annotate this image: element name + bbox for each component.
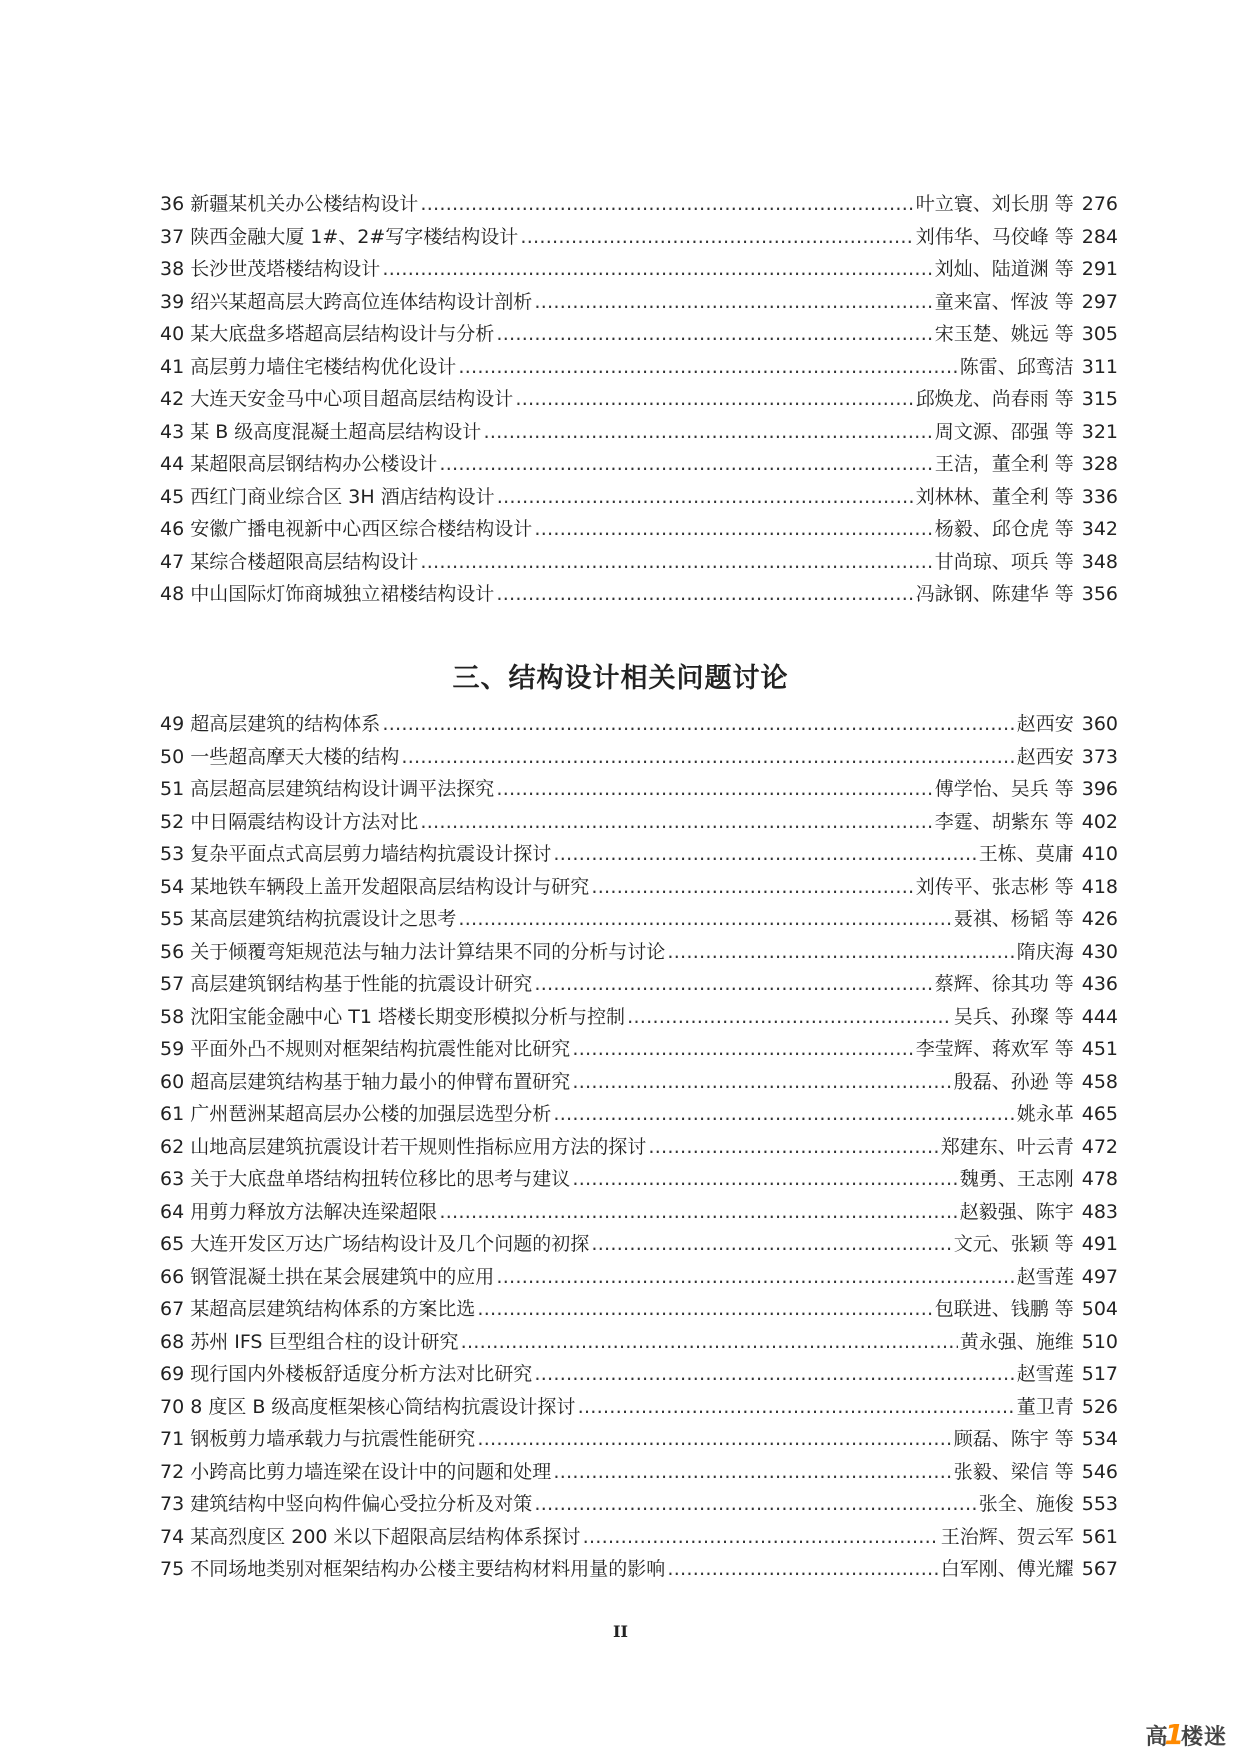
entry-leader-dots <box>627 1001 952 1034</box>
entry-number: 72 <box>160 1460 185 1483</box>
entry-number: 74 <box>160 1525 185 1548</box>
entry-title: 不同场地类别对框架结构办公楼主要结构材料用量的影响 <box>190 1558 666 1580</box>
entry-page: 491 <box>1081 1233 1118 1255</box>
entry-author: 文元、张颖 等 <box>953 1233 1074 1255</box>
toc-entry <box>160 1228 1118 1261</box>
entry-leader-dots <box>553 1098 1015 1131</box>
entry-page: 276 <box>1081 193 1118 215</box>
entry-page: 430 <box>1081 940 1118 963</box>
entry-leader-dots <box>577 1391 1014 1424</box>
entry-author: 刘林林、董全利 等 <box>915 485 1074 508</box>
toc-entry <box>160 1001 1118 1034</box>
entry-page: 336 <box>1081 485 1118 508</box>
entry-page: 342 <box>1081 518 1118 540</box>
entry-number: 41 <box>160 355 185 378</box>
entry-title: 长沙世茂塔楼结构设计 <box>190 258 381 280</box>
entry-title: 建筑结构中竖向构件偏心受拉分析及对策 <box>190 1493 533 1515</box>
entry-leader-dots <box>496 318 932 351</box>
watermark-prefix: 高 <box>1145 1725 1169 1750</box>
entry-leader-dots <box>420 188 913 221</box>
entry-author: 周文源、邵强 等 <box>934 420 1074 443</box>
entry-title: 超高层建筑的结构体系 <box>190 713 381 735</box>
entry-number: 69 <box>160 1363 185 1385</box>
entry-number: 61 <box>160 1103 185 1125</box>
entry-author: 白军刚、傅光耀 <box>940 1558 1074 1580</box>
toc-entry <box>160 513 1118 546</box>
entry-number: 62 <box>160 1135 185 1158</box>
entry-page: 510 <box>1081 1330 1118 1353</box>
entry-author: 顾磊、陈宇 等 <box>953 1428 1074 1450</box>
toc-section-two <box>160 188 1118 611</box>
entry-author: 甘尚琼、项兵 等 <box>934 550 1074 573</box>
entry-author: 魏勇、王志刚 <box>959 1168 1074 1190</box>
entry-leader-dots <box>477 1293 932 1326</box>
entry-page: 504 <box>1081 1298 1118 1320</box>
entry-author: 姚永革 <box>1016 1103 1074 1125</box>
toc-entry <box>160 481 1118 514</box>
entry-page: 321 <box>1081 420 1118 443</box>
entry-number: 39 <box>160 290 185 313</box>
entry-author: 蔡辉、徐其功 等 <box>934 973 1074 995</box>
entry-author: 隋庆海 <box>1016 940 1074 963</box>
entry-page: 497 <box>1081 1265 1118 1288</box>
entry-title: 复杂平面点式高层剪力墙结构抗震设计探讨 <box>190 843 552 865</box>
entry-page: 436 <box>1081 973 1118 995</box>
entry-title: 超高层建筑结构基于轴力最小的伸臂布置研究 <box>190 1070 571 1093</box>
entry-leader-dots <box>515 383 913 416</box>
toc-entry <box>160 806 1118 839</box>
entry-page: 534 <box>1081 1428 1118 1450</box>
entry-author: 聂祺、杨韬 等 <box>953 908 1074 930</box>
toc-entry <box>160 936 1118 969</box>
entry-page: 567 <box>1081 1558 1118 1580</box>
entry-page: 402 <box>1081 810 1118 833</box>
entry-title: 某 B 级高度混凝土超高层结构设计 <box>190 420 482 443</box>
entry-author: 刘灿、陆道渊 等 <box>934 258 1074 280</box>
toc-entry <box>160 253 1118 286</box>
toc-entry <box>160 1488 1118 1521</box>
page-number: II <box>613 1622 628 1641</box>
entry-number: 38 <box>160 258 185 280</box>
entry-number: 73 <box>160 1493 185 1515</box>
entry-title: 大连天安金马中心项目超高层结构设计 <box>190 388 514 410</box>
toc-entry <box>160 221 1118 254</box>
entry-author: 王洁，董全利 等 <box>934 453 1074 475</box>
entry-author: 殷磊、孙逊 等 <box>953 1070 1074 1093</box>
entry-page: 396 <box>1081 778 1118 800</box>
entry-title: 某高烈度区 200 米以下超限高层结构体系探讨 <box>190 1525 581 1548</box>
entry-page: 328 <box>1081 453 1118 475</box>
toc-entry <box>160 838 1118 871</box>
entry-leader-dots <box>572 1066 951 1099</box>
entry-author: 杨毅、邱仓虎 等 <box>934 518 1074 540</box>
entry-title: 关于倾覆弯矩规范法与轴力法计算结果不同的分析与讨论 <box>190 940 666 963</box>
toc-entry <box>160 741 1118 774</box>
entry-author: 黄永强、施维 <box>959 1330 1074 1353</box>
watermark-one: 1 <box>1164 1718 1185 1751</box>
entry-title: 广州琶洲某超高层办公楼的加强层选型分析 <box>190 1103 552 1125</box>
entry-leader-dots <box>496 578 913 611</box>
entry-number: 57 <box>160 973 185 995</box>
entry-leader-dots <box>534 286 932 319</box>
toc-entry <box>160 1456 1118 1489</box>
entry-author: 刘传平、张志彬 等 <box>915 875 1074 898</box>
toc-entry <box>160 1163 1118 1196</box>
entry-author: 赵毅强、陈宇 <box>959 1200 1074 1223</box>
entry-title: 某超限高层钢结构办公楼设计 <box>190 453 438 475</box>
entry-leader-dots <box>458 351 958 384</box>
toc-entry <box>160 546 1118 579</box>
toc-entry <box>160 903 1118 936</box>
toc-section-three <box>160 708 1118 1586</box>
entry-author: 张全、施俊 <box>978 1493 1074 1515</box>
entry-number: 51 <box>160 778 185 800</box>
entry-title: 中山国际灯饰商城独立裙楼结构设计 <box>190 583 495 605</box>
entry-page: 356 <box>1081 583 1118 605</box>
entry-leader-dots <box>572 1033 913 1066</box>
entry-leader-dots <box>667 1553 939 1586</box>
entry-title: 某综合楼超限高层结构设计 <box>190 550 419 573</box>
entry-author: 赵西安 <box>1016 713 1074 735</box>
entry-number: 68 <box>160 1330 185 1353</box>
entry-author: 赵雪莲 <box>1016 1363 1074 1385</box>
entry-leader-dots <box>420 806 932 839</box>
entry-leader-dots <box>572 1163 958 1196</box>
entry-number: 67 <box>160 1298 185 1320</box>
entry-leader-dots <box>553 1456 951 1489</box>
entry-number: 75 <box>160 1558 185 1580</box>
entry-number: 40 <box>160 323 185 345</box>
toc-entry <box>160 1358 1118 1391</box>
entry-leader-dots <box>382 253 932 286</box>
toc-entry <box>160 1391 1118 1424</box>
toc-entry <box>160 1553 1118 1586</box>
entry-page: 478 <box>1081 1168 1118 1190</box>
entry-leader-dots <box>591 871 913 904</box>
entry-title: 钢管混凝土拱在某会展建筑中的应用 <box>190 1265 495 1288</box>
toc-entry <box>160 1131 1118 1164</box>
entry-title: 高层超高层建筑结构设计调平法探究 <box>190 778 495 800</box>
watermark-logo <box>1145 1718 1227 1751</box>
entry-leader-dots <box>439 1196 958 1229</box>
entry-title: 新疆某机关办公楼结构设计 <box>190 193 419 215</box>
entry-leader-dots <box>648 1131 939 1164</box>
entry-number: 36 <box>160 193 185 215</box>
entry-leader-dots <box>520 221 913 254</box>
entry-page: 315 <box>1081 388 1118 410</box>
toc-entry <box>160 871 1118 904</box>
entry-number: 44 <box>160 453 185 475</box>
entry-number: 66 <box>160 1265 185 1288</box>
entry-page: 291 <box>1081 258 1118 280</box>
entry-number: 42 <box>160 388 185 410</box>
entry-author: 赵西安 <box>1016 745 1074 768</box>
entry-title: 现行国内外楼板舒适度分析方法对比研究 <box>190 1363 533 1385</box>
toc-entry <box>160 1293 1118 1326</box>
entry-number: 60 <box>160 1070 185 1093</box>
entry-title: 8 度区 B 级高度框架核心筒结构抗震设计探讨 <box>190 1395 576 1418</box>
entry-title: 安徽广播电视新中心西区综合楼结构设计 <box>190 518 533 540</box>
toc-entry <box>160 188 1118 221</box>
toc-entry <box>160 1098 1118 1131</box>
toc-entry <box>160 1326 1118 1359</box>
entry-title: 关于大底盘单塔结构扭转位移比的思考与建议 <box>190 1168 571 1190</box>
entry-leader-dots <box>420 546 932 579</box>
toc-entry <box>160 1196 1118 1229</box>
entry-leader-dots <box>534 1358 1015 1391</box>
entry-title: 平面外凸不规则对框架结构抗震性能对比研究 <box>190 1038 571 1060</box>
entry-title: 高层剪力墙住宅楼结构优化设计 <box>190 355 457 378</box>
entry-leader-dots <box>439 448 932 481</box>
entry-page: 465 <box>1081 1103 1118 1125</box>
entry-author: 吴兵、孙璨 等 <box>953 1005 1074 1028</box>
toc-entry <box>160 448 1118 481</box>
entry-number: 49 <box>160 713 185 735</box>
entry-page: 483 <box>1081 1200 1118 1223</box>
entry-leader-dots <box>382 708 1015 741</box>
entry-page: 284 <box>1081 225 1118 248</box>
entry-page: 553 <box>1081 1493 1118 1515</box>
entry-author: 郑建东、叶云青 <box>940 1135 1074 1158</box>
entry-leader-dots <box>458 903 951 936</box>
entry-leader-dots <box>496 773 932 806</box>
entry-author: 刘伟华、马佼峰 等 <box>915 225 1074 248</box>
entry-leader-dots <box>534 968 932 1001</box>
entry-title: 用剪力释放方法解决连梁超限 <box>190 1200 438 1223</box>
entry-number: 63 <box>160 1168 185 1190</box>
entry-title: 某高层建筑结构抗震设计之思考 <box>190 908 457 930</box>
entry-number: 59 <box>160 1038 185 1060</box>
entry-number: 56 <box>160 940 185 963</box>
entry-author: 宋玉楚、姚远 等 <box>934 323 1074 345</box>
entry-title: 某地铁车辆段上盖开发超限高层结构设计与研究 <box>190 875 590 898</box>
entry-page: 526 <box>1081 1395 1118 1418</box>
entry-author: 邱焕龙、尚春雨 等 <box>915 388 1074 410</box>
entry-title: 西红门商业综合区 3H 酒店结构设计 <box>190 485 495 508</box>
entry-number: 46 <box>160 518 185 540</box>
entry-number: 54 <box>160 875 185 898</box>
entry-leader-dots <box>534 1488 977 1521</box>
entry-page: 360 <box>1081 713 1118 735</box>
entry-page: 410 <box>1081 843 1118 865</box>
toc-entry <box>160 1066 1118 1099</box>
entry-page: 305 <box>1081 323 1118 345</box>
section-heading: 三、结构设计相关问题讨论 <box>452 663 789 694</box>
entry-page: 458 <box>1081 1070 1118 1093</box>
entry-author: 李莹辉、蒋欢军 等 <box>915 1038 1074 1060</box>
entry-title: 某超高层建筑结构体系的方案比选 <box>190 1298 476 1320</box>
entry-page: 426 <box>1081 908 1118 930</box>
entry-title: 钢板剪力墙承载力与抗震性能研究 <box>190 1428 476 1450</box>
entry-number: 50 <box>160 745 185 768</box>
entry-leader-dots <box>496 1261 1015 1294</box>
entry-number: 71 <box>160 1428 185 1450</box>
entry-author: 陈雷、邱鸾洁 <box>959 355 1074 378</box>
entry-number: 70 <box>160 1395 185 1418</box>
entry-number: 65 <box>160 1233 185 1255</box>
toc-entry <box>160 416 1118 449</box>
entry-leader-dots <box>477 1423 951 1456</box>
toc-entry <box>160 383 1118 416</box>
entry-title: 沈阳宝能金融中心 T1 塔楼长期变形模拟分析与控制 <box>190 1005 625 1028</box>
entry-author: 傅学怡、吴兵 等 <box>934 778 1074 800</box>
entry-title: 绍兴某超高层大跨高位连体结构设计剖析 <box>190 290 533 313</box>
entry-author: 冯詠钢、陈建华 等 <box>915 583 1074 605</box>
entry-page: 561 <box>1081 1525 1118 1548</box>
entry-author: 王治辉、贺云军 <box>940 1525 1074 1548</box>
entry-number: 48 <box>160 583 185 605</box>
entry-title: 苏州 IFS 巨型组合柱的设计研究 <box>190 1330 459 1353</box>
entry-page: 451 <box>1081 1038 1118 1060</box>
entry-page: 444 <box>1081 1005 1118 1028</box>
entry-leader-dots <box>401 741 1015 774</box>
entry-title: 小跨高比剪力墙连梁在设计中的问题和处理 <box>190 1460 552 1483</box>
entry-title: 山地高层建筑抗震设计若干规则性指标应用方法的探讨 <box>190 1135 647 1158</box>
toc-entry <box>160 968 1118 1001</box>
entry-title: 高层建筑钢结构基于性能的抗震设计研究 <box>190 973 533 995</box>
entry-author: 李霆、胡紫东 等 <box>934 810 1074 833</box>
entry-leader-dots <box>461 1326 958 1359</box>
entry-number: 53 <box>160 843 185 865</box>
entry-leader-dots <box>483 416 932 449</box>
entry-number: 43 <box>160 420 185 443</box>
entry-page: 517 <box>1081 1363 1118 1385</box>
entry-page: 311 <box>1081 355 1118 378</box>
entry-page: 472 <box>1081 1135 1118 1158</box>
entry-page: 348 <box>1081 550 1118 573</box>
toc-entry <box>160 1423 1118 1456</box>
entry-number: 52 <box>160 810 185 833</box>
toc-entry <box>160 286 1118 319</box>
entry-page: 297 <box>1081 290 1118 313</box>
entry-leader-dots <box>534 513 932 546</box>
entry-title: 一些超高摩天大楼的结构 <box>190 745 400 768</box>
entry-page: 546 <box>1081 1460 1118 1483</box>
toc-entry <box>160 1033 1118 1066</box>
entry-leader-dots <box>667 936 1015 969</box>
entry-author: 包联进、钱鹏 等 <box>934 1298 1074 1320</box>
watermark-suffix: 楼迷 <box>1180 1725 1227 1750</box>
toc-entry <box>160 708 1118 741</box>
entry-number: 64 <box>160 1200 185 1223</box>
entry-number: 58 <box>160 1005 185 1028</box>
entry-title: 大连开发区万达广场结构设计及几个问题的初探 <box>190 1233 590 1255</box>
entry-leader-dots <box>583 1521 939 1554</box>
entry-title: 陕西金融大厦 1#、2#写字楼结构设计 <box>190 225 519 248</box>
entry-number: 47 <box>160 550 185 573</box>
entry-title: 某大底盘多塔超高层结构设计与分析 <box>190 323 495 345</box>
entry-number: 37 <box>160 225 185 248</box>
entry-page: 373 <box>1081 745 1118 768</box>
toc-entry <box>160 578 1118 611</box>
entry-leader-dots <box>591 1228 951 1261</box>
entry-author: 董卫青 <box>1016 1395 1074 1418</box>
toc-entry <box>160 1261 1118 1294</box>
toc-entry <box>160 1521 1118 1554</box>
toc-entry <box>160 773 1118 806</box>
entry-author: 童来富、恽波 等 <box>934 290 1074 313</box>
entry-author: 赵雪莲 <box>1016 1265 1074 1288</box>
toc-entry <box>160 318 1118 351</box>
entry-page: 418 <box>1081 875 1118 898</box>
entry-title: 中日隔震结构设计方法对比 <box>190 810 419 833</box>
entry-author: 张毅、梁信 等 <box>953 1460 1074 1483</box>
toc-entry <box>160 351 1118 384</box>
entry-author: 叶立寰、刘长朋 等 <box>915 193 1074 215</box>
entry-number: 55 <box>160 908 185 930</box>
entry-leader-dots <box>497 481 914 514</box>
entry-number: 45 <box>160 485 185 508</box>
entry-leader-dots <box>553 838 977 871</box>
entry-author: 王栋、莫庸 <box>978 843 1074 865</box>
